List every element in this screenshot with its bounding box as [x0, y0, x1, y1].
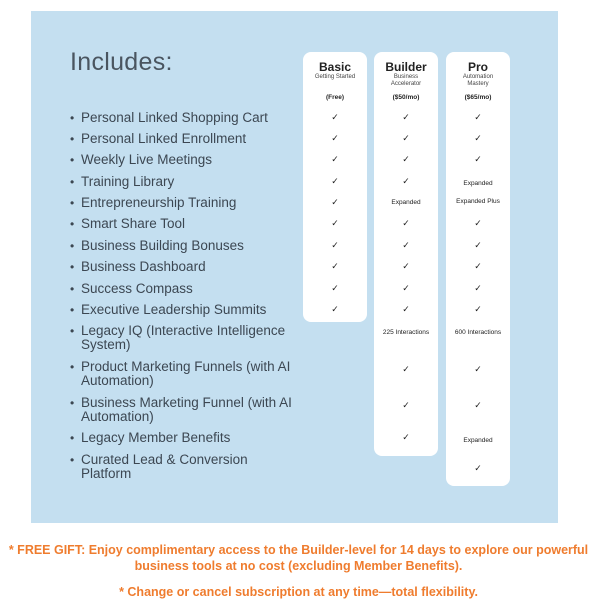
- bullet-icon: •: [70, 111, 75, 125]
- plan-column-basic: [303, 52, 367, 322]
- check-icon: ✓: [331, 112, 339, 122]
- check-icon: ✓: [402, 218, 410, 228]
- plan-name: Pro: [467, 60, 488, 74]
- free-gift-text: * FREE GIFT: Enjoy complimentary access to the Builder-level for 14 days to explore our powerful business tools at no cost (excluding Member Benefits).: [8, 543, 589, 573]
- feature-label: Legacy Member Benefits: [81, 430, 231, 445]
- check-icon: ✓: [474, 304, 482, 314]
- feature-label: Business Marketing Funnel (with AI Automation): [81, 395, 292, 424]
- plan-column-pro: [446, 52, 510, 486]
- check-icon: ✓: [331, 154, 339, 164]
- plan-cell-text: 600 Interactions: [454, 329, 502, 336]
- check-icon: ✓: [474, 218, 482, 228]
- check-icon: ✓: [331, 218, 339, 228]
- feature-label: Smart Share Tool: [81, 216, 186, 231]
- check-icon: ✓: [331, 261, 339, 271]
- check-icon: ✓: [402, 364, 410, 374]
- plan-price: ($65/mo): [464, 94, 492, 101]
- check-icon: ✓: [331, 240, 339, 250]
- check-icon: ✓: [474, 154, 482, 164]
- plan-price: (Free): [325, 94, 345, 101]
- feature-label: Legacy IQ (Interactive Intelligence System): [81, 323, 286, 352]
- bullet-icon: •: [70, 260, 75, 274]
- page-title: Includes:: [70, 48, 173, 76]
- feature-label: Entrepreneurship Training: [81, 195, 237, 210]
- feature-label: Business Dashboard: [81, 259, 206, 274]
- check-icon: ✓: [474, 400, 482, 410]
- bullet-icon: •: [70, 239, 75, 253]
- bullet-icon: •: [70, 396, 75, 410]
- bullet-icon: •: [70, 196, 75, 210]
- feature-label: Personal Linked Enrollment: [81, 131, 247, 146]
- check-icon: ✓: [402, 154, 410, 164]
- plan-cell-text: Expanded: [463, 180, 493, 187]
- check-icon: ✓: [331, 133, 339, 143]
- bullet-icon: •: [70, 324, 75, 338]
- plan-cell-text: Expanded: [463, 437, 493, 444]
- bullet-icon: •: [70, 153, 75, 167]
- plan-cell-text: Expanded Plus: [456, 198, 500, 205]
- plan-name: Basic: [318, 60, 352, 74]
- feature-label: Weekly Live Meetings: [81, 152, 213, 167]
- plan-cell-text: 225 Interactions: [382, 329, 430, 336]
- bullet-icon: •: [70, 360, 75, 374]
- cancel-text: * Change or cancel subscription at any time—total flexibility.: [119, 585, 478, 599]
- feature-label: Success Compass: [81, 281, 193, 296]
- check-icon: ✓: [402, 240, 410, 250]
- bullet-icon: •: [70, 217, 75, 231]
- check-icon: ✓: [402, 261, 410, 271]
- bullet-icon: •: [70, 132, 75, 146]
- check-icon: ✓: [474, 112, 482, 122]
- check-icon: ✓: [402, 400, 410, 410]
- bullet-icon: •: [70, 431, 75, 445]
- plan-column-builder: [374, 52, 438, 456]
- check-icon: ✓: [474, 364, 482, 374]
- check-icon: ✓: [402, 283, 410, 293]
- feature-label: Personal Linked Shopping Cart: [81, 110, 268, 125]
- check-icon: ✓: [474, 133, 482, 143]
- bullet-icon: •: [70, 303, 75, 317]
- feature-label: Business Building Bonuses: [81, 238, 244, 253]
- plan-subtitle: Business Accelerator: [390, 74, 422, 87]
- bullet-icon: •: [70, 282, 75, 296]
- check-icon: ✓: [402, 176, 410, 186]
- check-icon: ✓: [331, 176, 339, 186]
- check-icon: ✓: [474, 240, 482, 250]
- feature-label: Executive Leadership Summits: [81, 302, 267, 317]
- feature-label: Product Marketing Funnels (with AI Automation): [81, 359, 291, 388]
- check-icon: ✓: [402, 133, 410, 143]
- bullet-icon: •: [70, 453, 75, 467]
- check-icon: ✓: [474, 283, 482, 293]
- plan-name: Builder: [385, 60, 427, 74]
- check-icon: ✓: [402, 432, 410, 442]
- plan-cell-text: Expanded: [391, 199, 421, 206]
- check-icon: ✓: [331, 197, 339, 207]
- check-icon: ✓: [402, 112, 410, 122]
- check-icon: ✓: [331, 283, 339, 293]
- check-icon: ✓: [474, 261, 482, 271]
- check-icon: ✓: [474, 463, 482, 473]
- check-icon: ✓: [402, 304, 410, 314]
- plan-price: ($50/mo): [392, 94, 420, 101]
- bullet-icon: •: [70, 175, 75, 189]
- free-gift-note: [0, 542, 597, 574]
- cancel-note: [0, 584, 597, 600]
- plan-subtitle: Getting Started: [314, 74, 356, 80]
- check-icon: ✓: [331, 304, 339, 314]
- feature-label: Training Library: [81, 174, 175, 189]
- plan-subtitle: Automation Mastery: [462, 74, 494, 87]
- feature-label: Curated Lead & Conversion Platform: [81, 452, 248, 481]
